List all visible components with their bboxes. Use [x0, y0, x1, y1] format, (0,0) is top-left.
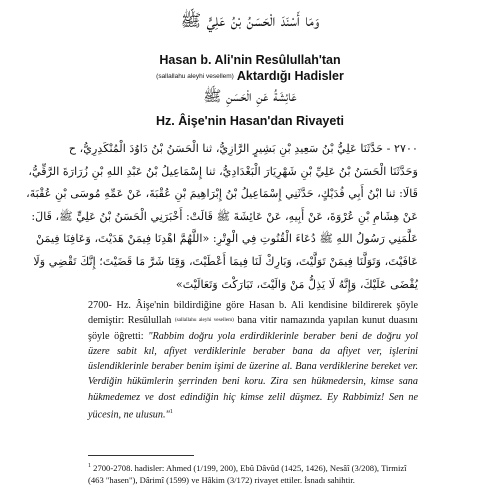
arabic-line: عَافَيْتَ، وَتَوَلَّنَا فِيمَنْ تَوَلَّيْتَ، وَبَارِكْ لَنَا فِيمَا أَعْطَيْتَ، وَقِنَا شَرَّ مَا قَضَيْتَ؛ إِنَّكَ تَقْضِي وَلَا [33, 254, 418, 268]
dua-quote: "Rabbim doğru yola erdirdiklerinle beraber beni de doğru yol üzere sabit kıl, afiyet verdiklerinle beraber bana da afiyet ver, işlerini üslendiklerinle beraber benim işimi de üzerine al. Bana verdiklerine bereket ver. Verdiğin hükümlerin şerrinden beni koru. Zira sen hükmedersin, kimse sana hükmedemez ve dost edindiğin hiç kimse zelil düşmez. Ey Rabbimiz! Sen ne yücesin, ne ulusun." [88, 330, 418, 421]
translation-intro: 2700- Hz. Âişe'nin bildirdiğine göre Hasan b. Ali kendisine bildirerek şöyle demiştir: Resûlullah [88, 300, 418, 327]
arabic-line: ٢٧٠٠ - حَدَّثَنَا عَلِيُّ بْنُ سَعِيدِ بْنِ بَشِيرٍ الرَّازِيُّ، ثنا الْحَسَنُ بْنُ دَاوُدَ الْمُنْكَدِرِيُّ، ح [68, 142, 418, 155]
arabic-chapter-title: وَمَا أَسْنَدَ الْحَسَنُ بْنُ عَلِيٍّ ﷺ [180, 11, 320, 31]
turkish-section-title: Hz. Âişe'nin Hasan'dan Rivayeti [156, 114, 344, 128]
arabic-line: عَنْ هِشَامِ بْنِ عُرْوَةَ، عَنْ أَبِيهِ، عَنْ عَائِشَةَ ﷺ قَالَتْ: أَخْبَرَنِي الْحَسَنُ بْنُ عَلِيٍّ ﷺ، قَالَ: [31, 209, 418, 223]
turkish-chapter-title: Hasan b. Ali'nin Resûlullah'tan [159, 53, 341, 67]
arabic-line: قَالَا: ثنا ابْنُ أَبِي فُدَيْكٍ، حَدَّثَنِي إِسْمَاعِيلُ بْنُ إِبْرَاهِيمَ بْنِ عُقْبَةَ، عَنْ عَمِّهِ مُوسَى بْنِ عُقْبَةَ، [26, 187, 418, 201]
turkish-chapter-subtitle [0, 69, 500, 83]
translation-lead: bana vitir namazında yapılan kunut duasını şöyle öğretti: [88, 315, 419, 342]
arabic-line: وَحَدَّثَنَا الْحَسَنُ بْنُ عَلِيِّ بْنِ شَهْرِيَارَ الْبَغْدَادِيُّ، ثنا إِسْمَاعِيلُ بْنُ عَبْدِ اللهِ بْنِ زُرَارَةَ الرَّقِّيُّ، [28, 164, 418, 178]
footnote [88, 460, 418, 486]
footnote-ref[interactable]: 1 [169, 409, 173, 416]
arabic-hadith-text [26, 138, 418, 296]
arabic-line: عَلَّمَنِي رَسُولُ اللهِ ﷺ دُعَاءَ الْقُنُوتِ فِي الْوِتْرِ: «اللَّهُمَّ اهْدِنَا فِيمَنْ هَدَيْتَ، وَعَافِنَا فِيمَنْ [36, 232, 418, 246]
footnote-divider [88, 455, 194, 456]
salawat-note: (sallallahu aleyhi vesellem) [156, 73, 234, 81]
footnote-number: 1 [88, 463, 91, 469]
footnote-text: 2700-2708. hadisler: Ahmed (1/199, 200), Ebû Dâvûd (1425, 1426), Nesâî (3/208), Tirmizî (463 "hasen"), Dârimî (1599) ve Hâkim (3/172) rivayet ettiler. İsnadı sahihtir. [88, 462, 407, 486]
turkish-translation [88, 298, 418, 423]
salawat-note: (sallallahu aleyhi vesellem) [174, 317, 234, 324]
arabic-line: يُقْضَى عَلَيْكَ، وَإِنَّهُ لَا يَذِلُّ مَنْ وَالَيْتَ، تَبَارَكْتَ وَتَعَالَيْتَ» [175, 277, 418, 291]
subtitle-text: Aktardığı Hadisler [236, 69, 344, 83]
arabic-section-title: عَائِشَةُ عَنِ الْحَسَنِ ﷺ [203, 87, 297, 105]
